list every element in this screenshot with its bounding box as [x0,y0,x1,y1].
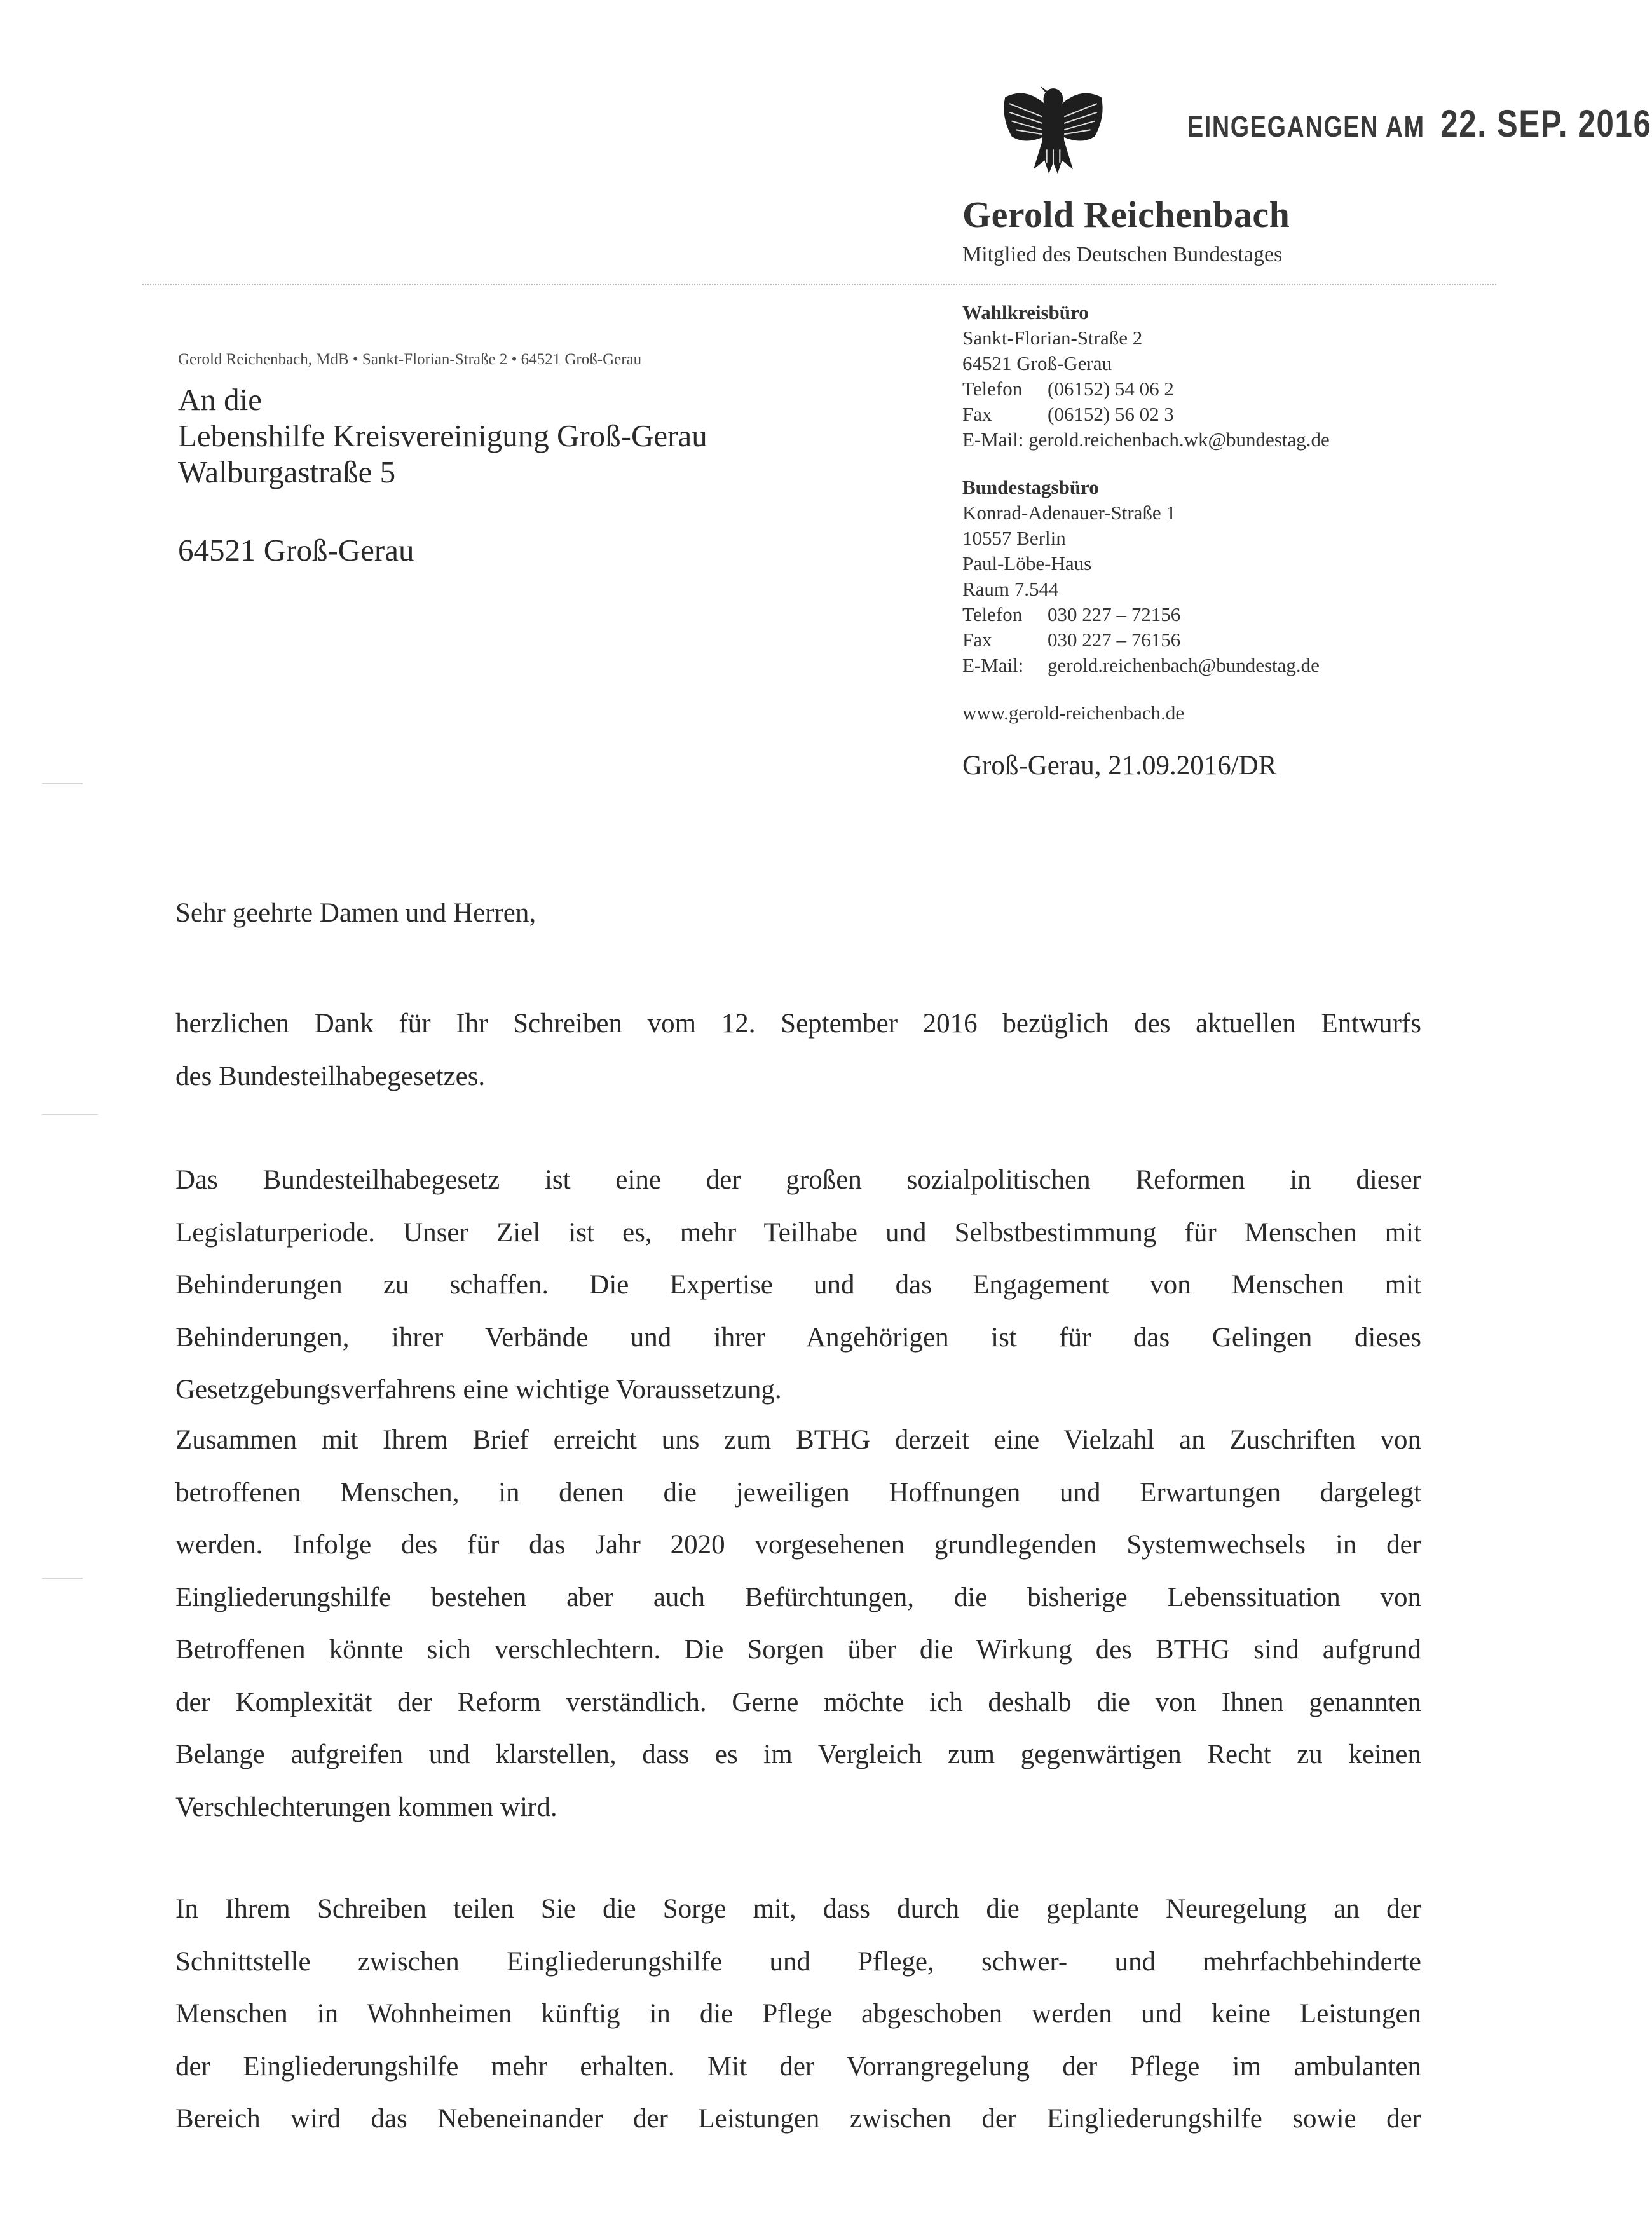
email-label: E-Mail: [962,654,1024,676]
bundestag-city: 10557 Berlin [962,527,1066,549]
body-paragraph [175,1883,1421,2146]
text-line: Behinderungen zu schaffen. Die Expertise und das Engagement von Menschen mit [175,1270,1421,1300]
body-paragraph [175,1154,1421,1417]
bundestag-eagle-logo [997,69,1110,178]
bundestag-phone: 030 227 – 72156 [1048,603,1181,625]
text-line: Das Bundesteilhabegesetz ist eine der großen sozialpolitischen Reformen in dieser [175,1165,1421,1195]
salutation: Sehr geehrte Damen und Herren, [175,898,536,928]
fax-label: Fax [962,629,992,651]
website-url: www.gerold-reichenbach.de [962,702,1185,724]
bundestag-email: gerold.reichenbach@bundestag.de [1048,654,1320,676]
text-line: Bereich wird das Nebeneinander der Leistungen zwischen der Eingliederungshilfe sowie der [175,2104,1421,2134]
address-spacer [178,490,707,532]
bundestag-phone-row [962,602,1320,627]
address-line: Lebenshilfe Kreisvereinigung Groß-Gerau [178,418,707,453]
wahlkreis-phone: (06152) 54 06 2 [1048,378,1174,400]
bundestag-fax-row [962,627,1320,653]
wahlkreis-phone-row [962,376,1330,402]
bundestag-heading: Bundestagsbüro [962,476,1099,498]
text-line: Betroffenen könnte sich verschlechtern. Die Sorgen über die Wirkung des BTHG sind aufgrund [175,1635,1421,1665]
bundestag-email-row [962,653,1320,678]
text-line: der Eingliederungshilfe mehr erhalten. Mit der Vorrangregelung der Pflege im ambulanten [175,2051,1421,2082]
received-stamp [1187,102,1652,146]
body-paragraph [175,998,1421,1103]
text-line: herzlichen Dank für Ihr Schreiben vom 12. September 2016 bezüglich des aktuellen Entwurfs [175,1009,1421,1039]
text-line: Gesetzgebungsverfahrens eine wichtige Voraussetzung. [175,1375,782,1405]
letterhead-divider [142,284,1496,285]
wahlkreis-email: gerold.reichenbach.wk@bundestag.de [1028,428,1330,451]
email-label: E-Mail: [962,428,1024,451]
address-line: 64521 Groß-Gerau [178,533,414,568]
address-line: Walburgastraße 5 [178,454,396,489]
bundestag-building: Paul-Löbe-Haus [962,552,1092,575]
text-line: werden. Infolge des für das Jahr 2020 vorgesehenen grundlegenden Systemwechsels in der [175,1530,1421,1560]
text-line: betroffenen Menschen, in denen die jeweiligen Hoffnungen und Erwartungen dargelegt [175,1477,1421,1508]
wahlkreis-heading: Wahlkreisbüro [962,301,1089,324]
text-line: der Komplexität der Reform verständlich. Gerne möchte ich deshalb die von Ihnen genannten [175,1687,1421,1717]
text-line: Belange aufgreifen und klarstellen, dass es im Vergleich zum gegenwärtigen Recht zu keinen [175,1740,1421,1769]
letterhead-name: Gerold Reichenbach [962,194,1290,235]
text-line: des Bundesteilhabegesetzes. [175,1061,486,1091]
wahlkreis-office-block [962,300,1330,453]
sender-return-line: Gerold Reichenbach, MdB • Sankt-Florian-Straße 2 • 64521 Groß-Gerau [178,351,642,368]
text-line: Menschen in Wohnheimen künftig in die Pflege abgeschoben werden und keine Leistungen [175,1999,1421,2029]
wahlkreis-fax-row [962,402,1330,427]
phone-label: Telefon [962,603,1023,625]
address-line: An die [178,382,262,417]
bundestag-street: Konrad-Adenauer-Straße 1 [962,501,1176,524]
text-line: Zusammen mit Ihrem Brief erreicht uns zum BTHG derzeit eine Vielzahl an Zuschriften von [175,1425,1421,1455]
text-line: Legislaturperiode. Unser Ziel ist es, mehr Teilhabe und Selbstbestimmung für Menschen mit [175,1217,1421,1248]
wahlkreis-email-row [962,427,1330,453]
place-and-date: Groß-Gerau, 21.09.2016/DR [962,751,1277,780]
body-paragraph [175,1414,1421,1834]
wahlkreis-city: 64521 Groß-Gerau [962,352,1112,374]
bundestag-fax: 030 227 – 76156 [1048,629,1181,651]
punch-mark [42,1114,98,1115]
wahlkreis-street: Sankt-Florian-Straße 2 [962,327,1143,349]
fax-label: Fax [962,403,992,425]
stamp-label: EINGEGANGEN AM [1187,110,1425,143]
wahlkreis-fax: (06152) 56 02 3 [1048,403,1174,425]
recipient-address [178,381,707,568]
fold-mark [42,783,83,784]
text-line: Eingliederungshilfe bestehen aber auch Befürchtungen, die bisherige Lebenssituation von [175,1582,1421,1612]
stamp-date: 22. SEP. 2016 [1440,102,1652,145]
phone-label: Telefon [962,378,1023,400]
text-line: Schnittstelle zwischen Eingliederungshilfe und Pflege, schwer- und mehrfachbehinderte [175,1946,1421,1977]
text-line: Verschlechterungen kommen wird. [175,1792,557,1822]
text-line: In Ihrem Schreiben teilen Sie die Sorge mit, dass durch die geplante Neuregelung an der [175,1894,1421,1924]
bundestag-office-block [962,475,1320,678]
fold-mark [42,1578,83,1579]
letterhead-role: Mitglied des Deutschen Bundestages [962,243,1283,266]
text-line: Behinderungen, ihrer Verbände und ihrer Angehörigen ist für das Gelingen dieses [175,1322,1421,1353]
bundestag-room: Raum 7.544 [962,578,1059,600]
